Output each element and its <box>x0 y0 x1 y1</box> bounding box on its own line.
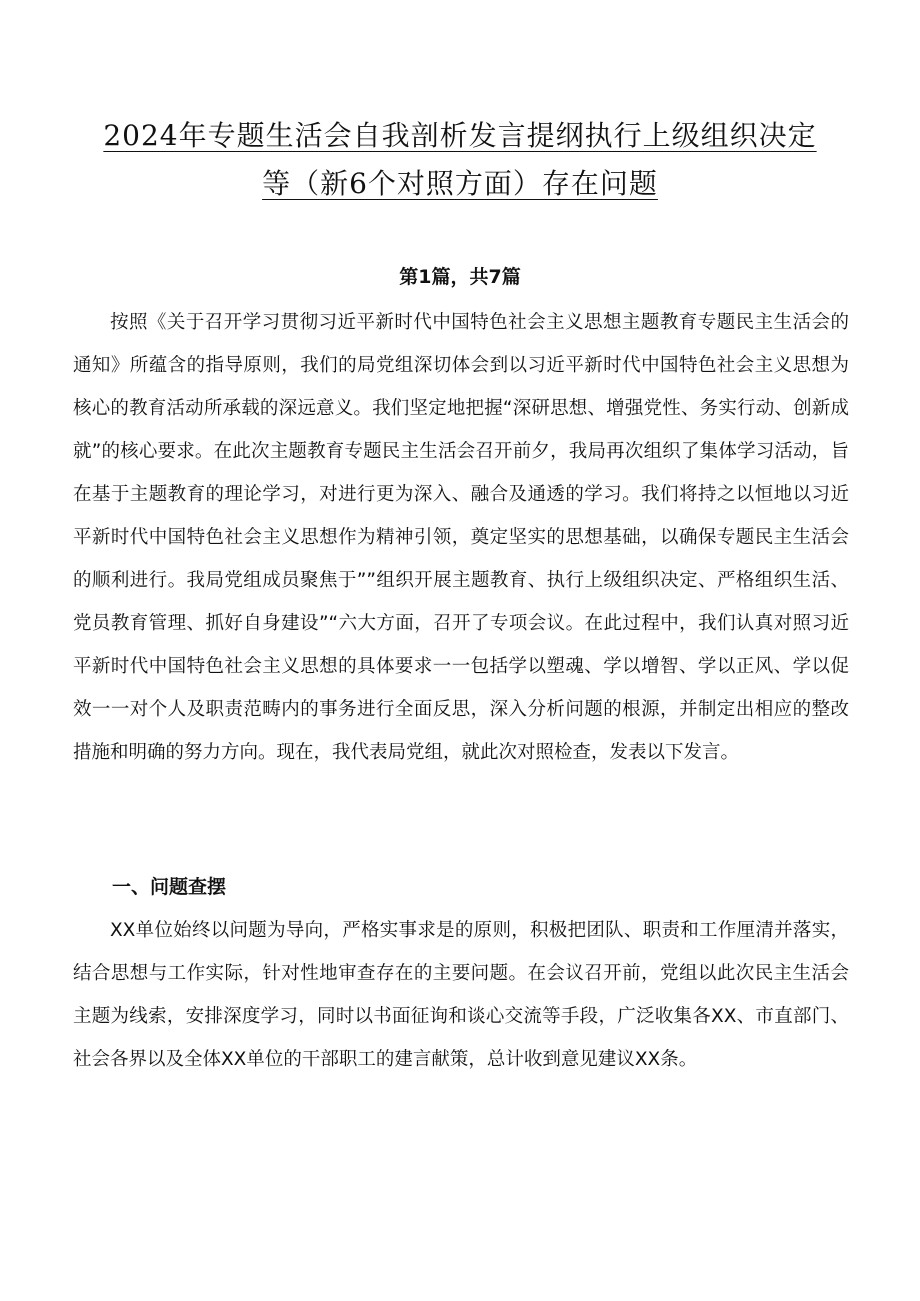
title-line-1: 2024年专题生活会自我剖析发言提纲执行上级组织决定 <box>103 119 817 152</box>
problems-paragraph: XX单位始终以问题为导向，严格实事求是的原则，积极把团队、职责和工作厘清并落实，结合思想与工作实际，针对性地审查存在的主要问题。在会议召开前，党组以此次民主生活会主题为线索，安排深度学习，同时以书面征询和谈心交流等手段，广泛收集各XX、市直部门、社会各界以及全体XX单位的干部职工的建言献策，总计收到意见建议XX条。 <box>73 920 849 1070</box>
document-title <box>70 112 850 208</box>
section-heading-problems: 一、问题查摆 <box>112 876 227 898</box>
title-line-2: 等（新6个对照方面）存在问题 <box>262 167 658 200</box>
intro-paragraph: 按照《关于召开学习贯彻习近平新时代中国特色社会主义思想主题教育专题民主生活会的通知》所蕴含的指导原则，我们的局党组深切体会到以习近平新时代中国特色社会主义思想为核心的教育活动所承载的深远意义。我们坚定地把握“深研思想、增强党性、务实行动、创新成就”的核心要求。在此次主题教育专题民主生活会召开前夕，我局再次组织了集体学习活动，旨在基于主题教育的理论学习，对进行更为深入、融合及通透的学习。我们将持之以恒地以习近平新时代中国特色社会主义思想作为精神引领，奠定坚实的思想基础，以确保专题民主生活会的顺利进行。我局党组成员聚焦于””组织开展主题教育、执行上级组织决定、严格组织生活、党员教育管理、抓好自身建设”“六大方面，召开了专项会议。在此过程中，我们认真对照习近平新时代中国特色社会主义思想的具体要求一一包括学以塑魂、学以增智、学以正风、学以促效一一对个人及职责范畴内的事务进行全面反思，深入分析问题的根源，并制定出相应的整改措施和明确的努力方向。现在，我代表局党组，就此次对照检查，发表以下发言。 <box>73 312 849 763</box>
part-indicator: 第1篇，共7篇 <box>399 266 521 288</box>
